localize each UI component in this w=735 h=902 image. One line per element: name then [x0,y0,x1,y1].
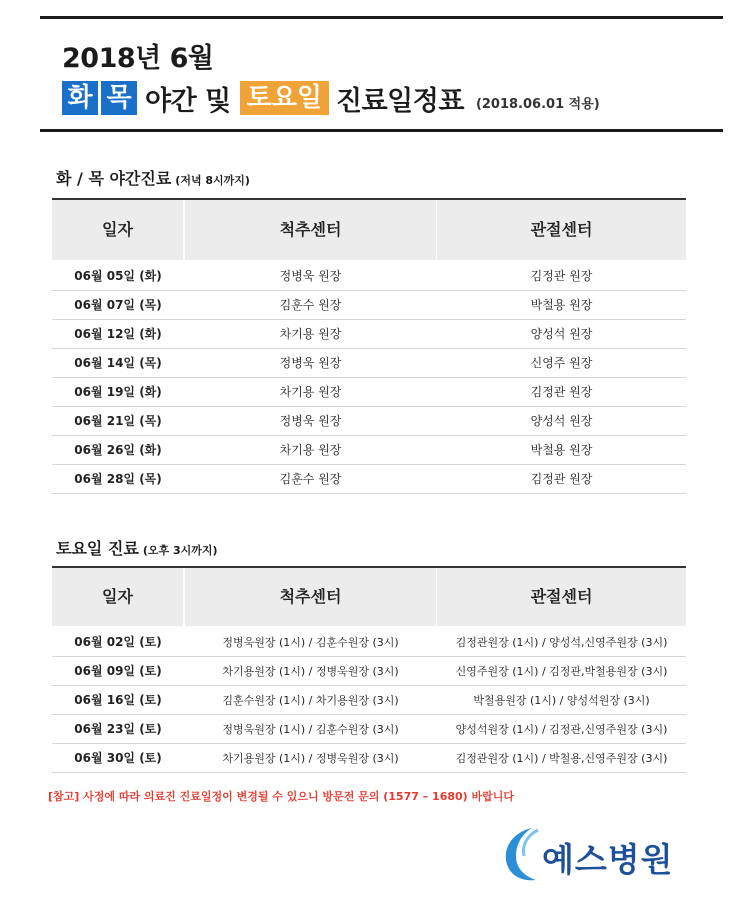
spine-doctor-cell: 정병욱 원장 [184,349,437,377]
saturday-section-heading: 토요일 진료 [56,539,139,558]
table-row [52,349,686,378]
joint-doctor-cell: 신영주원장 (1시) / 김정관,박철용원장 (3시) [455,665,668,678]
joint-doctor-cell: 김정관원장 (1시) / 양성석,신영주원장 (3시) [455,636,668,649]
date-cell: 06월 02일 (토) [74,635,162,649]
column-header-joint: 관절센터 [530,587,593,606]
joint-doctor-cell: 양성석 원장 [530,327,593,341]
joint-doctor-cell: 박철용 원장 [530,443,593,457]
saturday-schedule-table [52,566,686,773]
saturday-section-note: (오후 3시까지) [142,544,218,557]
saturday-table-header [52,566,686,626]
saturday-section-title [56,536,218,559]
joint-doctor-cell: 박철용원장 (1시) / 양성석원장 (3시) [473,694,650,707]
title-night-and: 야간 및 [145,85,231,117]
date-cell: 06월 05일 (화) [74,269,162,283]
notice-text: [참고] 사정에 따라 의료진 진료일정이 변경될 수 있으니 방문전 문의 (1577 – 1680) 바랍니다 [48,790,515,803]
date-cell: 06월 28일 (목) [74,472,162,486]
joint-doctor-cell: 김정관 원장 [530,269,593,283]
date-cell: 06월 09일 (토) [74,664,162,678]
table-row [52,744,686,773]
title-schedule: 진료일정표 [336,85,464,117]
spine-doctor-cell: 차기용원장 (1시) / 정병욱원장 (3시) [184,657,437,685]
spine-doctor-cell: 차기용 원장 [184,436,437,464]
date-cell: 06월 12일 (화) [74,327,162,341]
spine-doctor-cell: 차기용 원장 [184,378,437,406]
table-row [52,715,686,744]
year-month-heading: 2018년 6월 [62,43,214,74]
column-header-spine: 척추센터 [184,200,437,260]
column-header-joint: 관절센터 [530,220,593,239]
spine-doctor-cell: 김훈수원장 (1시) / 차기용원장 (3시) [184,686,437,714]
joint-doctor-cell: 김정관원장 (1시) / 박철용,신영주원장 (3시) [455,752,668,765]
spine-doctor-cell: 차기용원장 (1시) / 정병욱원장 (3시) [184,744,437,772]
date-cell: 06월 16일 (토) [74,693,162,707]
date-cell: 06월 26일 (화) [74,443,162,457]
spine-doctor-cell: 김훈수 원장 [184,465,437,493]
date-cell: 06월 14일 (목) [74,356,162,370]
table-row [52,320,686,349]
table-row [52,407,686,436]
night-section-heading: 화 / 목 야간진료 [56,169,172,188]
joint-doctor-cell: 양성석원장 (1시) / 김정관,신영주원장 (3시) [455,723,668,736]
spine-doctor-cell: 정병욱원장 (1시) / 김훈수원장 (3시) [184,628,437,656]
night-section-note: (저녁 8시까지) [175,174,250,187]
hospital-logo-text: 예스병원 [542,840,674,879]
table-row [52,378,686,407]
spine-doctor-cell: 정병욱 원장 [184,262,437,290]
top-divider [40,16,723,19]
joint-doctor-cell: 신영주 원장 [530,356,593,370]
table-row [52,686,686,715]
date-cell: 06월 07일 (목) [74,298,162,312]
joint-doctor-cell: 박철용 원장 [530,298,593,312]
table-row [52,291,686,320]
date-cell: 06월 30일 (토) [74,751,162,765]
joint-doctor-cell: 양성석 원장 [530,414,593,428]
saturday-tag: 토요일 [240,81,329,115]
table-row [52,628,686,657]
column-header-date: 일자 [52,200,184,260]
thursday-tag: 목 [101,81,137,115]
date-cell: 06월 19일 (화) [74,385,162,399]
joint-doctor-cell: 김정관 원장 [530,385,593,399]
date-cell: 06월 21일 (목) [74,414,162,428]
table-row [52,262,686,291]
spine-doctor-cell: 김훈수 원장 [184,291,437,319]
night-schedule-table [52,198,686,494]
spine-doctor-cell: 정병욱원장 (1시) / 김훈수원장 (3시) [184,715,437,743]
date-cell: 06월 23일 (토) [74,722,162,736]
column-header-date: 일자 [52,568,184,626]
tuesday-tag: 화 [62,81,98,115]
hospital-logo [502,822,692,888]
column-header-spine: 척추센터 [184,568,437,626]
spine-doctor-cell: 차기용 원장 [184,320,437,348]
table-row [52,465,686,494]
schedule-title [62,80,600,116]
joint-doctor-cell: 김정관 원장 [530,472,593,486]
applied-date: (2018.06.01 적용) [475,96,600,112]
table-row [52,436,686,465]
table-row [52,657,686,686]
night-table-header [52,198,686,260]
night-section-title [56,166,250,189]
spine-doctor-cell: 정병욱 원장 [184,407,437,435]
header-divider [40,129,723,132]
